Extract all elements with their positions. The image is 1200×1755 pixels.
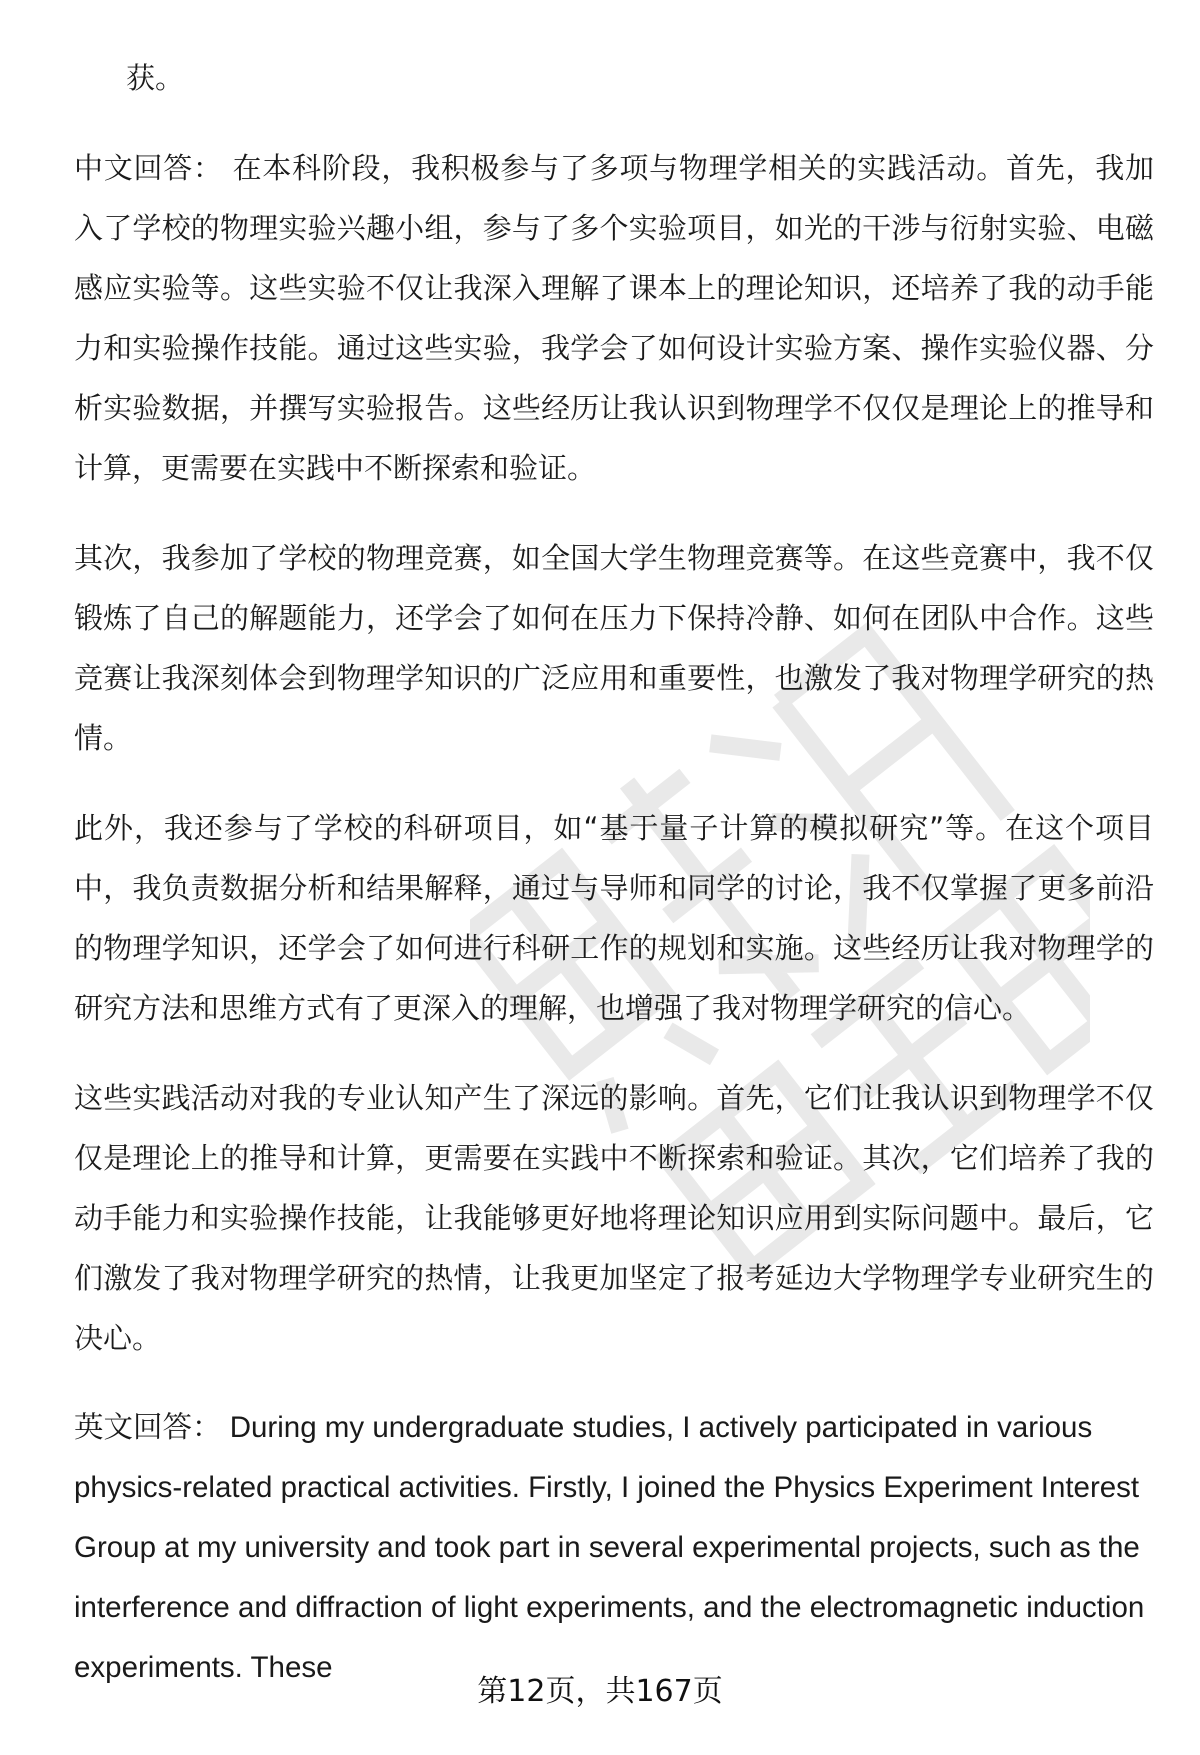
paragraph-impact: 这些实践活动对我的专业认知产生了深远的影响。首先，它们让我认识到物理学不仅仅是理论上的推导和计算，更需要在实践中不断探索和验证。其次，它们培养了我的动手能力和实验操作技能，让我能够更好地将理论知识应用到实际问题中。最后，它们激发了我对物理学研究的热情，让我更加坚定了报考延边大学物理学专业研究生的决心。	[74, 1081, 1154, 1355]
document-body	[74, 48, 1154, 1698]
paragraph-english-answer: 英文回答： During my undergraduate studies, I actively participated in various physics-related practical activities. Firstly, I joined the Physics Experiment Interest Group at my university and took part in several experimental projects, such as the interference and diffraction of light experiments, and the electromagnetic induction experiments. These	[74, 1411, 1145, 1684]
paragraph-chinese-answer: 中文回答： 在本科阶段，我积极参与了多项与物理学相关的实践活动。首先，我加入了学校的物理实验兴趣小组，参与了多个实验项目，如光的干涉与衍射实验、电磁感应实验等。这些实验不仅让我深入理解了课本上的理论知识，还培养了我的动手能力和实验操作技能。通过这些实验，我学会了如何设计实验方案、操作实验仪器、分析实验数据，并撰写实验报告。这些经历让我认识到物理学不仅仅是理论上的推导和计算，更需要在实践中不断探索和验证。	[74, 151, 1154, 485]
page-number: 第12页，共167页	[477, 1674, 723, 1709]
intro-fragment: 获。	[126, 61, 185, 95]
paragraph-competitions: 其次，我参加了学校的物理竞赛，如全国大学生物理竞赛等。在这些竞赛中，我不仅锻炼了自己的解题能力，还学会了如何在压力下保持冷静、如何在团队中合作。这些竞赛让我深刻体会到物理学知识的广泛应用和重要性，也激发了我对物理学研究的热情。	[74, 541, 1154, 755]
paragraph-research: 此外，我还参与了学校的科研项目，如“基于量子计算的模拟研究”等。在这个项目中，我负责数据分析和结果解释，通过与导师和同学的讨论，我不仅掌握了更多前沿的物理学知识，还学会了如何进行科研工作的规划和实施。这些经历让我对物理学的研究方法和思维方式有了更深入的理解，也增强了我对物理学研究的信心。	[74, 811, 1154, 1025]
